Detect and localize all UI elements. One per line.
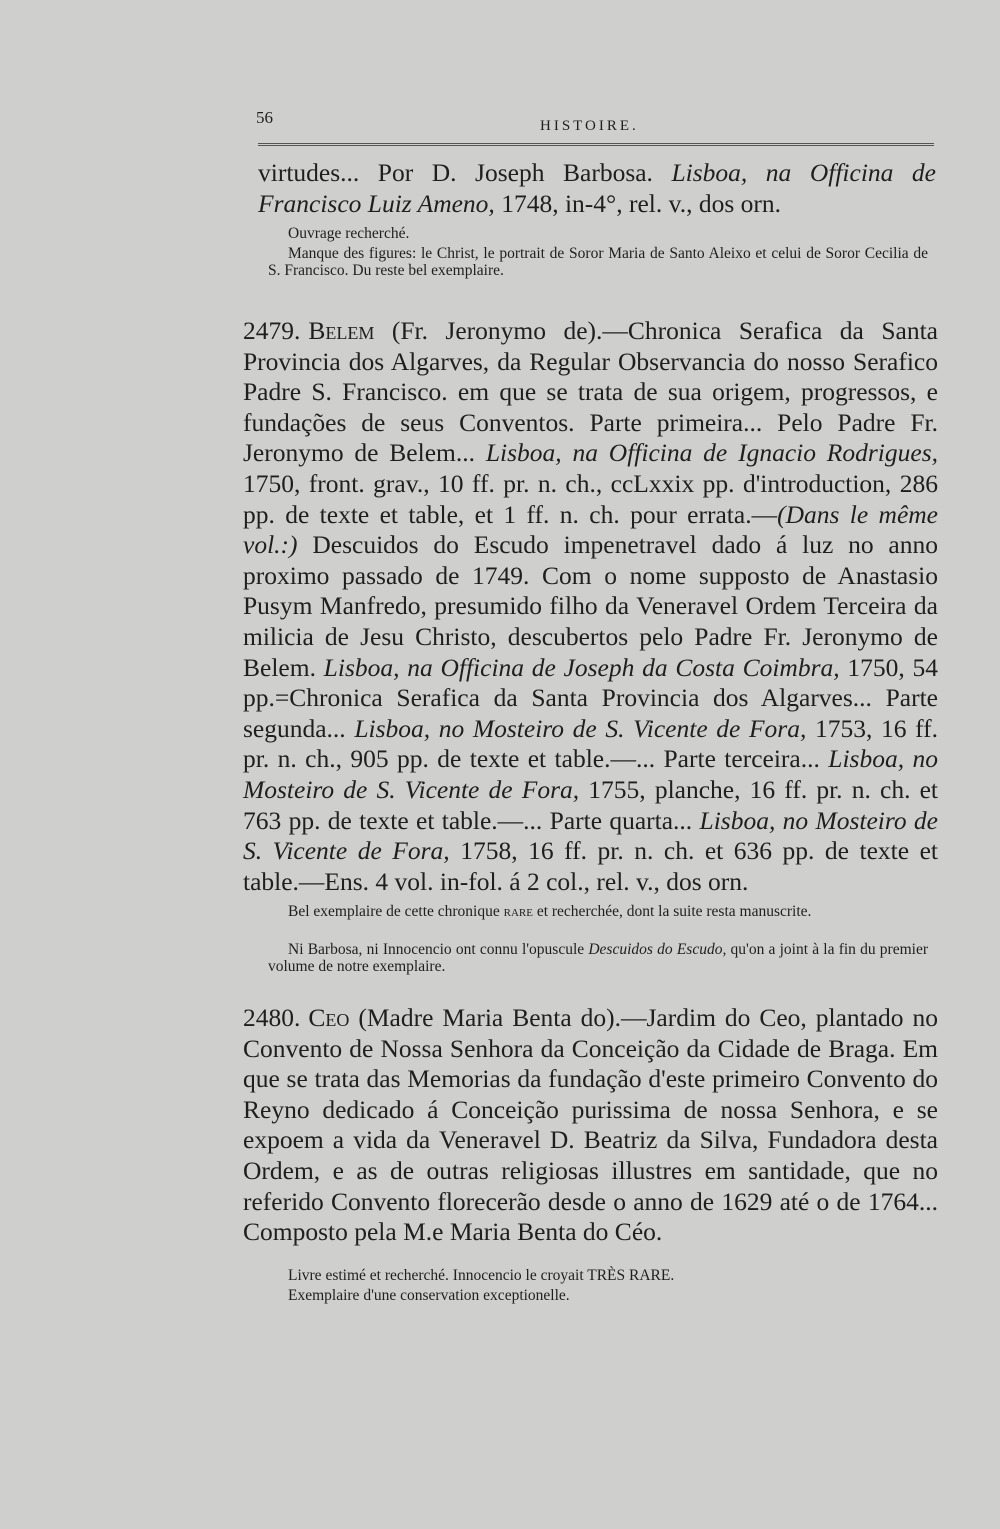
- entry-number: 2480.: [243, 1003, 301, 1032]
- note-bel-exemplaire: Bel exemplaire de cette chronique rare et recherchée, dont la suite resta manuscrite.: [288, 903, 812, 920]
- entry-number: 2479.: [243, 316, 301, 345]
- running-title: HISTOIRE.: [540, 118, 639, 134]
- note-livre-estime: Livre estimé et recherché. Innocencio le croyait TRÈS RARE.: [288, 1267, 675, 1284]
- entry-2479: 2479. Belem (Fr. Jeronymo de).—Chronica Serafica da Santa Provincia dos Algarves, da Regular Observancia do nosso Serafico Padre S. Francisco. em que se trata de sua origem, progressos, e fundações de seus Conventos. Parte primeira... Pelo Padre Fr. Jeronymo de Belem... Lisboa, na Officina de Ignacio Rodrigues, 1750, front. grav., 10 ff. pr. n. ch., ccLxxix pp. d'introduction, 286 pp. de texte et table, et 1 ff. n. ch. pour errata.—(Dans le même vol.:) Descuidos do Escudo impenetravel dado á luz no anno proximo passado de 1749. Com o nome supposto de Anastasio Pusym Manfredo, presumido filho da Veneravel Ordem Terceira da milicia de Jesu Christo, descubertos pelo Padre Fr. Jeronymo de Belem. Lisboa, na Officina de Joseph da Costa Coimbra, 1750, 54 pp.=Chronica Serafica da Santa Provincia dos Algarves... Parte segunda... Lisboa, no Mosteiro de S. Vicente de Fora, 1753, 16 ff. pr. n. ch., 905 pp. de texte et table.—... Parte terceira... Lisboa, no Mosteiro de S. Vicente de Fora, 1755, planche, 16 ff. pr. n. ch. et 763 pp. de texte et table.—... Parte quarta... Lisboa, no Mosteiro de S. Vicente de Fora, 1758, 16 ff. pr. n. ch. et 636 pp. de texte et table.—Ens. 4 vol. in-fol. á 2 col., rel. v., dos orn.: [243, 316, 939, 896]
- continuation-text: virtudes... Por D. Joseph Barbosa. Lisboa, na Officina de Francisco Luiz Ameno, 1748, in-4°, rel. v., dos orn.: [258, 158, 936, 218]
- note-manque: Manque des figures: le Christ, le portrait de Soror Maria de Santo Aleixo et celui de Soror Cecilia de S. Francisco. Du reste bel exemplaire.: [268, 245, 928, 279]
- note-barbosa: Ni Barbosa, ni Innocencio ont connu l'opuscule Descuidos do Escudo, qu'on a joint à la fin du premier volume de notre exemplaire.: [268, 941, 929, 975]
- entry-author: Ceo: [308, 1003, 350, 1032]
- header-rule: [258, 143, 934, 146]
- page-number: 56: [256, 108, 273, 127]
- entry-2480: 2480. Ceo (Madre Maria Benta do).—Jardim do Ceo, plantado no Convento de Nossa Senhora da Conceição da Cidade de Braga. Em que se trata das Memorias da fundação d'este primeiro Convento do Reyno dedicado á Conceição purissima de nossa Senhora, e se expoem a vida da Veneravel D. Beatriz da Silva, Fundadora desta Ordem, e as de outras religiosas illustres em santidade, que no referido Convento florecerão desde o anno de 1629 até o de 1764... Composto pela M.e Maria Benta do Céo.: [243, 1003, 938, 1247]
- note-conservation: Exemplaire d'une conservation exceptionelle.: [288, 1287, 570, 1304]
- entry-author: Belem: [308, 316, 375, 345]
- note-recherche: Ouvrage recherché.: [288, 225, 410, 242]
